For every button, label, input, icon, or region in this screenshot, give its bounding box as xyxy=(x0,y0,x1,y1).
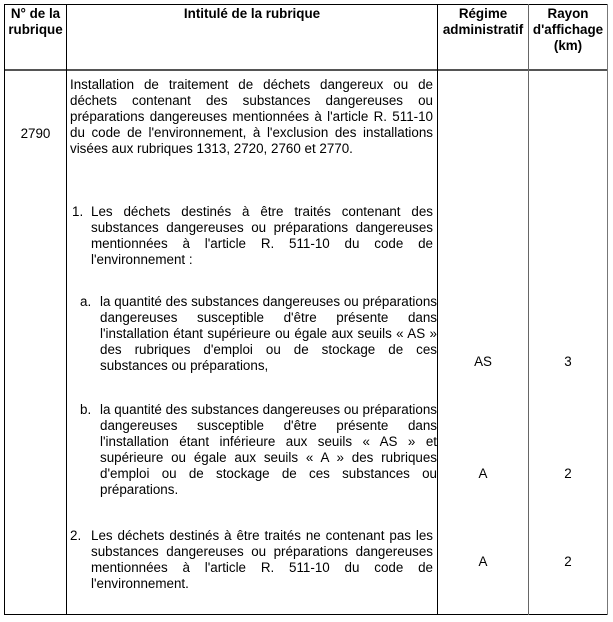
item-2-regime: A xyxy=(478,554,488,569)
item-1b-regime: A xyxy=(478,466,488,481)
item-1a-regime: AS xyxy=(474,354,492,369)
item-2-marker: 2. xyxy=(70,528,82,543)
item-1a-rayon: 3 xyxy=(564,354,572,369)
rubrique-number: 2790 xyxy=(20,126,51,141)
item-1a-text: la quantité des substances dangereuses ou préparations dangereuses susceptible d'être présente dans l'installation étant supérieure ou égale aux seuils « AS » des rubriques d'emploi ou de stockage de ces substances ou préparations, xyxy=(100,294,437,373)
item-1b-marker: b. xyxy=(80,402,92,417)
header-rayon: Rayon d'affichage (km) xyxy=(532,6,604,53)
header-regime: Régime administratif xyxy=(442,6,524,37)
item-1b-text: la quantité des substances dangereuses ou préparations dangereuses susceptible d'être présente dans l'installation étant inférieure aux seuils « AS » et supérieure ou égale aux seuils « A » des rubriques d'emploi ou de stockage de ces substances ou préparations. xyxy=(100,402,437,497)
header-rubrique-number: N° de la rubrique xyxy=(8,6,63,37)
item-1-text: Les déchets destinés à être traités contenant des substances dangereuses ou préparations dangereuses mentionnées à l'article R. 511-10 du code de l'environnement : xyxy=(91,204,433,267)
header-divider xyxy=(4,69,608,71)
header-rubrique-title: Intitulé de la rubrique xyxy=(183,6,321,21)
item-2-text: Les déchets destinés à être traités ne contenant pas les substances dangereuses ou préparations dangereuses mentionnées à l'article R. 511-10 du code de l'environnement. xyxy=(91,528,433,591)
item-1b-rayon: 2 xyxy=(564,466,572,481)
item-1-marker: 1. xyxy=(72,204,84,219)
table-border-bottom xyxy=(4,614,608,615)
item-2-rayon: 2 xyxy=(564,554,572,569)
rubrique-table xyxy=(4,4,608,615)
rubrique-intro: Installation de traitement de déchets dangereux ou de déchets contenant des substances dangereuses ou préparations dangereuses mentionnées à l'article R. 511-10 du code de l'environnement, à l'exclusion des installations visées aux rubriques 1313, 2720, 2760 et 2770. xyxy=(70,77,433,156)
column-divider-3 xyxy=(528,4,529,615)
column-divider-1 xyxy=(66,4,67,615)
item-1a-marker: a. xyxy=(80,294,92,309)
table-border-top xyxy=(4,4,608,5)
table-border-right xyxy=(607,4,608,615)
table-border-left xyxy=(4,4,5,615)
column-divider-2 xyxy=(437,4,438,615)
